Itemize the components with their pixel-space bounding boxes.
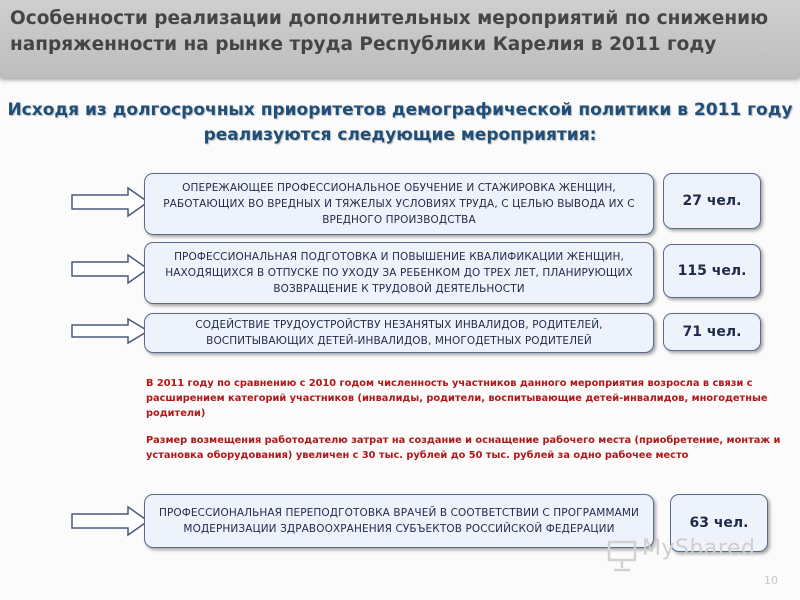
measure-text: ПРОФЕССИОНАЛЬНАЯ ПОДГОТОВКА И ПОВЫШЕНИЕ КВАЛИФИКАЦИИ ЖЕНЩИН, НАХОДЯЩИХСЯ В ОТПУСКЕ ПО УХОДУ ЗА РЕБЕНКОМ ДО ТРЕХ ЛЕТ, ПЛАНИРУЮЩИХ ВОЗВРАЩЕНИЕ К ТРУДОВОЙ ДЕЯТЕЛЬНОСТИ: [165, 251, 633, 295]
count-value: 71 чел.: [682, 324, 742, 340]
slide-subtitle: Исходя из долгосрочных приоритетов демографической политики в 2011 году реализуются следующие мероприятия:: [7, 100, 793, 145]
note-paragraph: Размер возмещения работодателю затрат на создание и оснащение рабочего места (приобретение, монтаж и установка оборудования) увеличен с 30 тыс. рублей до 50 тыс. рублей за одно рабочее место: [146, 435, 781, 461]
participant-count: [663, 313, 761, 351]
measure-box: [144, 494, 654, 548]
participant-count: [663, 244, 761, 298]
presentation-icon: [606, 538, 638, 572]
count-value: 27 чел.: [682, 193, 742, 209]
measure-text: ОПЕРЕЖАЮЩЕЕ ПРОФЕССИОНАЛЬНОЕ ОБУЧЕНИЕ И СТАЖИРОВКА ЖЕНЩИН, РАБОТАЮЩИХ ВО ВРЕДНЫХ И ТЯЖЕЛЫХ УСЛОВИЯХ ТРУДА, С ЦЕЛЬЮ ВЫВОДА ИХ С ВРЕДНОГО ПРОИЗВОДСТВА: [163, 182, 635, 226]
note-paragraph: В 2011 году по сравнению с 2010 годом численность участников данного мероприятия возросла в связи с расширением категорий участников (инвалиды, родители, воспитывающие детей-инвалидов, многодетные родители): [146, 378, 768, 419]
arrow-right-icon: [70, 253, 150, 285]
arrow-right-icon: [70, 505, 150, 537]
count-value: 115 чел.: [677, 263, 747, 279]
measure-box: [144, 313, 654, 353]
arrow-right-icon: [70, 317, 150, 345]
watermark-logo: MyShared: [642, 536, 756, 561]
arrow-right-icon: [70, 186, 150, 218]
page-number: 10: [764, 574, 778, 587]
participant-count: [663, 173, 761, 229]
measure-text: ПРОФЕССИОНАЛЬНАЯ ПЕРЕПОДГОТОВКА ВРАЧЕЙ В СООТВЕТСТВИИ С ПРОГРАММАМИ МОДЕРНИЗАЦИИ ЗДРАВООХРАНЕНИЯ СУБЪЕКТОВ РОССИЙСКОЙ ФЕДЕРАЦИИ: [158, 507, 640, 535]
header-bar: [0, 0, 800, 78]
measure-box: [144, 173, 654, 235]
count-value: 63 чел.: [689, 515, 749, 531]
measure-text: СОДЕЙСТВИЕ ТРУДОУСТРОЙСТВУ НЕЗАНЯТЫХ ИНВАЛИДОВ, РОДИТЕЛЕЙ, ВОСПИТЫВАЮЩИХ ДЕТЕЙ-ИНВАЛИДОВ, МНОГОДЕТНЫХ РОДИТЕЛЕЙ: [195, 319, 603, 347]
measure-box: [144, 242, 654, 304]
slide-title: Особенности реализации дополнительных мероприятий по снижению напряженности на рынке труда Республики Карелия в 2011 году: [10, 8, 769, 55]
